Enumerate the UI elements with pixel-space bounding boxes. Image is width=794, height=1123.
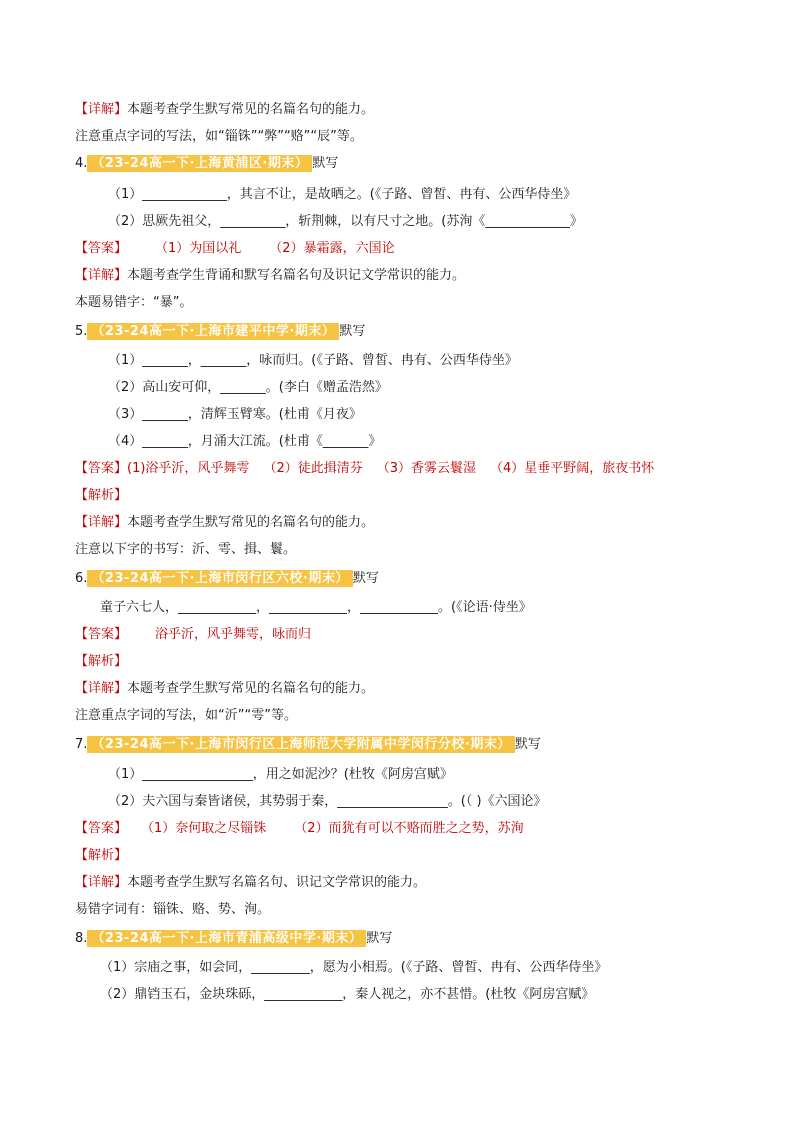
- note-line: 本题易错字：“暴”。: [75, 295, 193, 310]
- detail-tag: 【详解】: [75, 515, 128, 530]
- note-line: 易错字词有：锱铢、赂、势、洵。: [75, 902, 271, 917]
- detail-line: [75, 874, 426, 892]
- question-line: （1）_______，_______，咏而归。(《子路、曾皙、冉有、公西华侍坐》: [108, 353, 518, 368]
- question-header: [75, 736, 541, 754]
- detail-line: [75, 514, 374, 532]
- detail-line: [75, 680, 374, 698]
- detail-text: 本题考查学生背诵和默写名篇名句及识记文学常识的能力。: [127, 268, 466, 283]
- question-line: （1）_____________，其言不让，是故晒之。(《子路、曾皙、冉有、公西华侍坐》: [108, 187, 577, 202]
- detail-line: [75, 267, 465, 285]
- answer-line: [75, 240, 395, 258]
- answer-part: （1）为国以礼: [155, 241, 242, 256]
- question-number: 6.: [75, 571, 88, 586]
- detail-tag: 【详解】: [75, 681, 128, 696]
- detail-text: 本题考查学生默写名篇名句、识记文学常识的能力。: [127, 875, 427, 890]
- question-type: 默写: [366, 931, 393, 946]
- answer-part: （4）星垂平野阔，旅夜书怀: [490, 461, 655, 476]
- analysis-line: [75, 847, 127, 865]
- question-line: （1）_________________，用之如泥沙？(杜牧《阿房宫赋》: [108, 767, 453, 782]
- question-source-badge: （23-24高一下·上海市青浦高级中学·期末）: [87, 930, 366, 947]
- question-source-badge: （23-24高一下·上海黄浦区·期末）: [87, 155, 312, 172]
- note-line: 注意重点字词的写法，如“沂”“雩”等。: [75, 708, 297, 723]
- question-header: [75, 323, 365, 341]
- question-line: （2）高山安可仰，_______。(李白《赠孟浩然》: [108, 380, 388, 395]
- note-line: 注意重点字词的写法，如“锱铢”“弊”“赂”“辰”等。: [75, 129, 363, 144]
- note-line: 注意以下字的书写：沂、雩、揖、鬟。: [75, 542, 297, 557]
- answer-tag: 【答案】: [75, 627, 128, 642]
- detail-tag: 【详解】: [75, 875, 128, 890]
- detail-text: 本题考查学生默写常见的名篇名句的能力。: [127, 681, 375, 696]
- question-line: （2）鼎铛玉石，金块珠砾，____________，秦人视之，亦不甚惜。(杜牧《阿房宫赋》: [100, 987, 595, 1002]
- question-line: （4）_______，月涌大江流。(杜甫《_______》: [108, 434, 382, 449]
- answer-line: [75, 626, 311, 644]
- question-header: [75, 155, 338, 173]
- answer-part: （2）而犹有可以不赂而胜之之势，苏洵: [294, 821, 524, 836]
- detail-text: 本题考查学生默写常见的名篇名句的能力。: [127, 102, 375, 117]
- answer-part: （1）奈何取之尽锱铢: [141, 821, 267, 836]
- analysis-tag: 【解析】: [75, 488, 128, 503]
- question-line: 童子六七人，____________，____________，____________。(《论语·侍坐》: [100, 600, 532, 615]
- question-source-badge: （23-24高一下·上海市闵行区六校·期末）: [87, 570, 352, 587]
- answer-part: （2）暴霜露，六国论: [269, 241, 395, 256]
- answer-tag: 【答案】: [75, 821, 128, 836]
- question-source-badge: （23-24高一下·上海市闵行区上海师范大学附属中学闵行分校·期末）: [87, 736, 514, 753]
- analysis-tag: 【解析】: [75, 848, 128, 863]
- question-number: 8.: [75, 931, 88, 946]
- answer-part: (1)浴乎沂，风乎舞雩: [127, 461, 250, 476]
- question-line: （3）_______，清辉玉臂寒。(杜甫《月夜》: [108, 407, 362, 422]
- analysis-line: [75, 487, 127, 505]
- answer-tag: 【答案】: [75, 461, 128, 476]
- question-header: [75, 930, 392, 948]
- question-number: 4.: [75, 156, 88, 171]
- question-number: 7.: [75, 737, 88, 752]
- detail-tag: 【详解】: [75, 268, 128, 283]
- answer-line: [75, 460, 654, 478]
- answer-part: （3）香雾云鬟湿: [376, 461, 476, 476]
- answer-part: （2）徒此揖清芬: [263, 461, 363, 476]
- question-type: 默写: [312, 156, 339, 171]
- question-source-badge: （23-24高一下·上海市建平中学·期末）: [87, 323, 339, 340]
- question-number: 5.: [75, 324, 88, 339]
- question-line: （2）思厥先祖父，__________，斩荆棘，以有尺寸之地。(苏洵《_____________》: [108, 214, 583, 229]
- question-type: 默写: [514, 737, 541, 752]
- detail-text: 本题考查学生默写常见的名篇名句的能力。: [127, 515, 375, 530]
- answer-tag: 【答案】: [75, 241, 128, 256]
- analysis-line: [75, 653, 127, 671]
- question-type: 默写: [352, 571, 379, 586]
- detail-tag: 【详解】: [75, 102, 128, 117]
- question-type: 默写: [339, 324, 366, 339]
- detail-line: [75, 101, 374, 119]
- analysis-tag: 【解析】: [75, 654, 128, 669]
- question-line: （1）宗庙之事，如会同，_________，愿为小相焉。(《子路、曾皙、冉有、公西华侍坐》: [100, 960, 608, 975]
- answer-part: 浴乎沂，风乎舞雩，咏而归: [155, 627, 312, 642]
- answer-line: [75, 820, 524, 838]
- question-line: （2）夫六国与秦皆诸侯，其势弱于秦，_________________。(（ )《六国论》: [108, 794, 547, 809]
- question-header: [75, 570, 379, 588]
